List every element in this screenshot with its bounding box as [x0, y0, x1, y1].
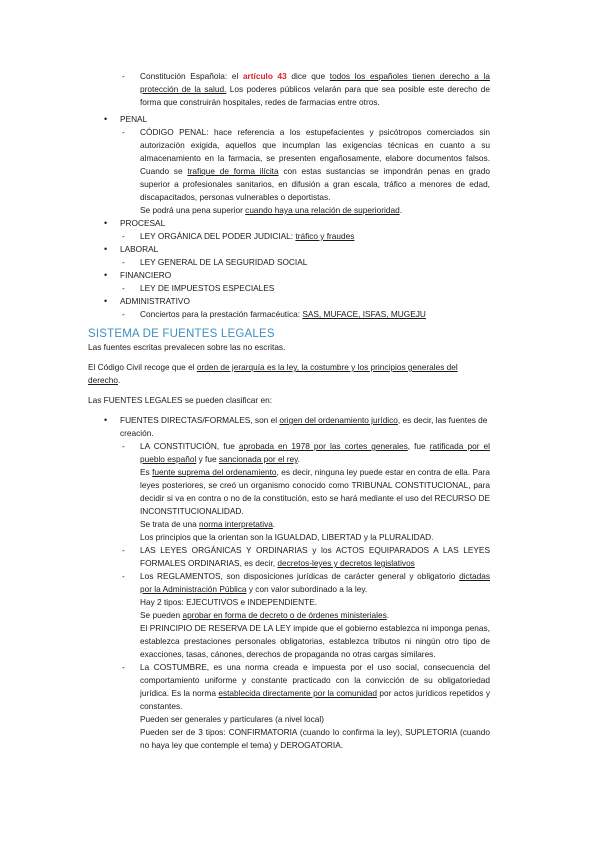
list-item-leyes: - LAS LEYES ORGÁNICAS Y ORDINARIAS y los ACTOS EQUIPARADOS A LAS LEYES FORMALES ORDINARIAS, es decir, decretos-leyes y decretos legislativos — [0, 544, 600, 570]
list-item-costumbre: - La COSTUMBRE, es una norma creada e impuesta por el uso social, consecuencia del comportamiento uniforme y constante practicado con la convicción de su obligatoriedad jurídica. Es la norma establecida directamente por la comunidad por actos jurídicos repetidos y constantes. — [0, 661, 600, 713]
list-item-codigo-penal: - CÓDIGO PENAL: hace referencia a los estupefacientes y psicótropos comerciados sin autorización exigida, aquellos que incumplan las exigencias técnicas en cuanto a su almacenamiento en la farmacia, se presenten engañosamente, elabore documentos falsos. Cuando se trafique de forma ilícita con estas sustancias se impondrán penas en grado superior a profesionales sanitarios, en difusión a gran escala, tráfico a menores de edad, discapacitados, personas vulnerables o deportistas. — [0, 126, 600, 204]
paragraph-codigo-civil: El Código Civil recoge que el orden de jerarquía es la ley, la costumbre y los principios generales del derecho. — [88, 362, 458, 385]
reglamentos-reserva-ley: El PRINCIPIO DE RESERVA DE LA LEY impide que el gobierno establezca ni imponga penas, establezca prestaciones personales obligatorias, establezca tributos ni ningún otro tipo de exacciones, tasas, cánones, derechos de propaganda no otras cargas similares. — [140, 623, 490, 659]
list-item-conciertos: - Conciertos para la prestación farmacéutica: SAS, MUFACE, ISFAS, MUGEJU — [0, 308, 600, 321]
list-item-procesal: • PROCESAL — [0, 217, 600, 230]
constitucion-norma-interpretativa: Se trata de una norma interpretativa. — [140, 519, 276, 529]
costumbre-tipos: Pueden ser de 3 tipos: CONFIRMATORIA (cuando lo confirma la ley), SUPLETORIA (cuando no haya ley que contemple el tema) y DEROGATORIA. — [140, 727, 490, 750]
section-heading: SISTEMA DE FUENTES LEGALES — [88, 328, 275, 340]
constitucion-fuente-suprema: Es fuente suprema del ordenamiento, es decir, ninguna ley puede estar en contra de ella. Para leyes posteriores, se creó un organismo conocido como TRIBUNAL CONSTITUCIONAL, para decidir si va en contra o no de la constitución, esto se hará mediante el uso del RECURSO DE INCONSTITUCIONALIDAD. — [140, 467, 491, 516]
list-item-laboral: • LABORAL — [0, 243, 600, 256]
list-item-administrativo: • ADMINISTRATIVO — [0, 295, 600, 308]
list-item-financiero: • FINANCIERO — [0, 269, 600, 282]
paragraph-clasificacion: Las FUENTES LEGALES se pueden clasificar en: — [88, 395, 273, 405]
constitucion-principios: Los principios que la orientan son la IGUALDAD, LIBERTAD y la PLURALIDAD. — [140, 532, 434, 542]
reglamentos-tipos: Hay 2 tipos: EJECUTIVOS e INDEPENDIENTE. — [140, 597, 318, 607]
list-item-fuentes-directas: • FUENTES DIRECTAS/FORMALES, son el origen del ordenamiento jurídico, es decir, las fuentes de creación. — [0, 414, 600, 440]
list-item-la-constitucion: - LA CONSTITUCIÓN, fue aprobada en 1978 por las cortes generales, fue ratificada por el pueblo español y fue sancionada por el rey. — [0, 440, 600, 466]
costumbre-generales: Pueden ser generales y particulares (a nivel local) — [140, 714, 325, 724]
reglamentos-aprobacion: Se pueden aprobar en forma de decreto o de órdenes ministeriales. — [140, 610, 390, 620]
list-item-constitucion: - Constitución Española: el artículo 43 dice que todos los españoles tienen derecho a la protección de la salud. Los poderes públicos velarán para que sea posible este derecho de forma que construirán hospitales, redes de farmacias entre otros. — [0, 70, 600, 109]
list-item-impuestos: - LEY DE IMPUESTOS ESPECIALES — [0, 282, 600, 295]
penal-superior: Se podrá una pena superior cuando haya una relación de superioridad. — [140, 205, 403, 215]
paragraph-fuentes-escritas: Las fuentes escritas prevalecen sobre las no escritas. — [88, 342, 286, 352]
list-item-penal: • PENAL — [0, 113, 600, 126]
list-item-ley-organica: - LEY ORGÁNICA DEL PODER JUDICIAL: tráfico y fraudes — [0, 230, 600, 243]
list-item-reglamentos: - Los REGLAMENTOS, son disposiciones jurídicas de carácter general y obligatorio dictadas por la Administración Pública y con valor subordinado a la ley. — [0, 570, 600, 596]
list-item-ley-general: - LEY GENERAL DE LA SEGURIDAD SOCIAL — [0, 256, 600, 269]
